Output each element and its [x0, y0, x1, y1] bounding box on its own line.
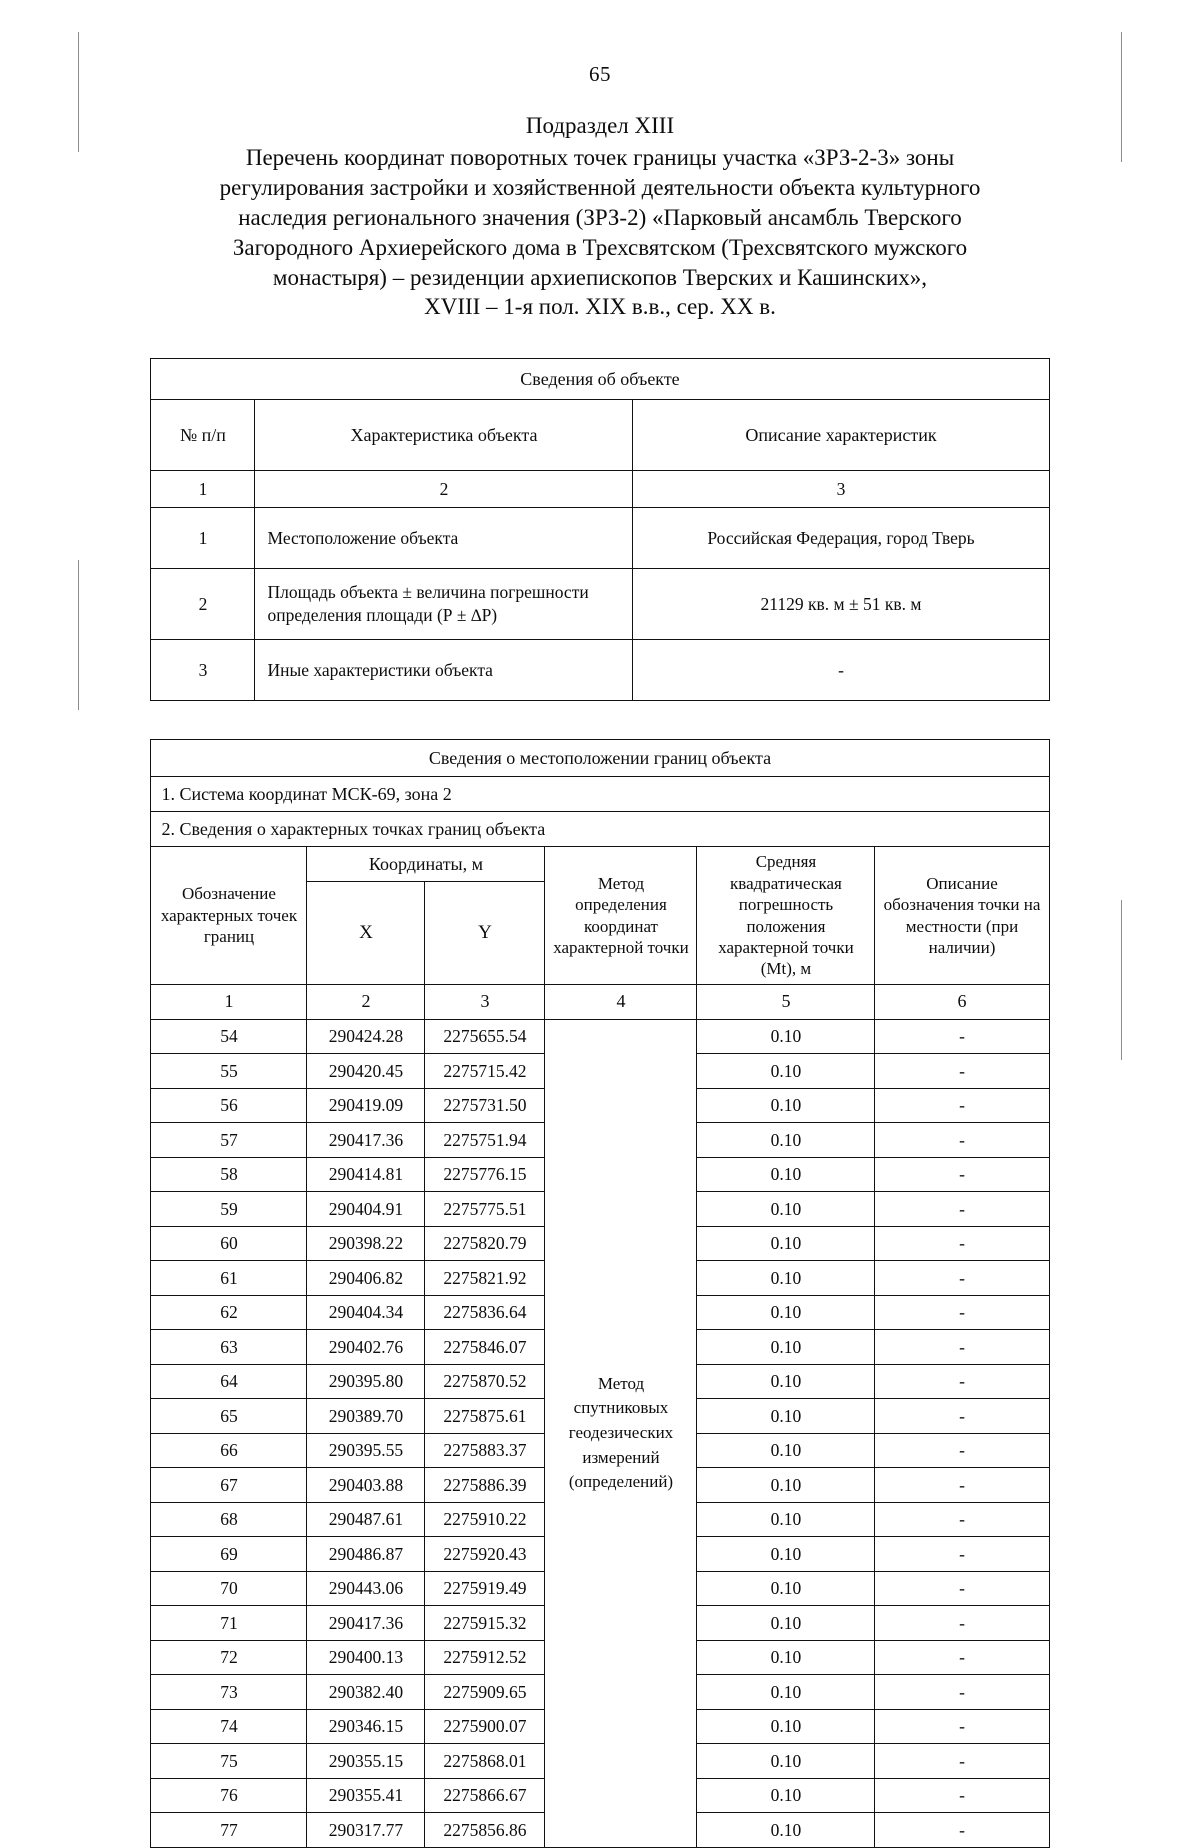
point-description: - — [875, 1330, 1049, 1365]
object-row-characteristic — [255, 569, 633, 640]
point-no: 70 — [151, 1571, 307, 1606]
method-line: измерений — [582, 1447, 660, 1467]
point-no: 59 — [151, 1192, 307, 1227]
point-no: 67 — [151, 1468, 307, 1503]
point-y: 2275715.42 — [425, 1054, 545, 1089]
point-mt: 0.10 — [697, 1675, 875, 1710]
point-y: 2275920.43 — [425, 1537, 545, 1572]
point-mt: 0.10 — [697, 1088, 875, 1123]
table-column-number-row — [151, 984, 1049, 1019]
table-row — [151, 508, 1049, 569]
point-no: 60 — [151, 1226, 307, 1261]
point-description: - — [875, 1157, 1049, 1192]
point-x: 290389.70 — [307, 1399, 425, 1434]
point-mt: 0.10 — [697, 1123, 875, 1158]
points-info-note: 2. Сведения о характерных точках границ объекта — [151, 812, 1049, 847]
point-no: 75 — [151, 1744, 307, 1779]
point-no: 55 — [151, 1054, 307, 1089]
point-no: 69 — [151, 1537, 307, 1572]
table-header-row-top — [151, 847, 1049, 882]
point-y: 2275919.49 — [425, 1571, 545, 1606]
point-x: 290419.09 — [307, 1088, 425, 1123]
point-y: 2275731.50 — [425, 1088, 545, 1123]
table-row — [151, 569, 1049, 640]
object-table-banner: Сведения об объекте — [151, 359, 1049, 400]
point-description: - — [875, 1813, 1049, 1848]
point-mt: 0.10 — [697, 1192, 875, 1227]
point-mt: 0.10 — [697, 1571, 875, 1606]
table-row — [151, 640, 1049, 701]
point-x: 290417.36 — [307, 1606, 425, 1641]
point-y: 2275883.37 — [425, 1433, 545, 1468]
title-line-1: Перечень координат поворотных точек границы участка «ЗРЗ-2-3» зоны — [245, 145, 955, 170]
point-mt: 0.10 — [697, 1019, 875, 1054]
boundary-colnum-3: 3 — [425, 984, 545, 1019]
point-description: - — [875, 1606, 1049, 1641]
point-mt: 0.10 — [697, 1261, 875, 1296]
point-y: 2275846.07 — [425, 1330, 545, 1365]
point-mt: 0.10 — [697, 1640, 875, 1675]
point-mt: 0.10 — [697, 1399, 875, 1434]
point-description: - — [875, 1226, 1049, 1261]
title-line-3: наследия регионального значения (ЗРЗ-2) «Парковый ансамбль Тверского — [238, 204, 962, 230]
point-mt: 0.10 — [697, 1606, 875, 1641]
point-x: 290414.81 — [307, 1157, 425, 1192]
point-y: 2275912.52 — [425, 1640, 545, 1675]
method-line: геодезических — [568, 1422, 674, 1442]
point-description: - — [875, 1571, 1049, 1606]
point-no: 56 — [151, 1088, 307, 1123]
point-mt: 0.10 — [697, 1709, 875, 1744]
point-x: 290402.76 — [307, 1330, 425, 1365]
table-column-number-row — [151, 471, 1049, 508]
page-edge-mark-right-top — [1121, 32, 1122, 162]
point-y: 2275820.79 — [425, 1226, 545, 1261]
point-x: 290317.77 — [307, 1813, 425, 1848]
point-y: 2275751.94 — [425, 1123, 545, 1158]
object-row-characteristic — [255, 508, 633, 569]
point-description: - — [875, 1261, 1049, 1296]
point-x: 290404.91 — [307, 1192, 425, 1227]
point-no: 63 — [151, 1330, 307, 1365]
point-mt: 0.10 — [697, 1778, 875, 1813]
page-edge-mark-left-top — [78, 32, 79, 152]
point-y: 2275875.61 — [425, 1399, 545, 1434]
point-description: - — [875, 1502, 1049, 1537]
boundary-header-y: Y — [425, 882, 545, 984]
point-description: - — [875, 1468, 1049, 1503]
point-x: 290424.28 — [307, 1019, 425, 1054]
object-info-table — [150, 358, 1049, 701]
point-y: 2275909.65 — [425, 1675, 545, 1710]
point-x: 290395.55 — [307, 1433, 425, 1468]
point-mt: 0.10 — [697, 1054, 875, 1089]
point-mt: 0.10 — [697, 1744, 875, 1779]
object-row-characteristic-line: Иные характеристики объекта — [267, 659, 493, 680]
point-mt: 0.10 — [697, 1295, 875, 1330]
object-row-description: - — [633, 640, 1049, 701]
coordinate-system-note: 1. Система координат МСК-69, зона 2 — [151, 777, 1049, 812]
document-title — [96, 143, 1104, 322]
point-description: - — [875, 1054, 1049, 1089]
object-colnum-1: 1 — [151, 471, 255, 508]
point-description: - — [875, 1433, 1049, 1468]
point-mt: 0.10 — [697, 1433, 875, 1468]
point-x: 290406.82 — [307, 1261, 425, 1296]
point-x: 290346.15 — [307, 1709, 425, 1744]
page-edge-mark-left-middle — [78, 560, 79, 710]
boundary-colnum-4: 4 — [545, 984, 697, 1019]
point-y: 2275886.39 — [425, 1468, 545, 1503]
title-block — [0, 113, 1200, 322]
object-colnum-2: 2 — [255, 471, 633, 508]
page-edge-mark-right-middle — [1121, 900, 1122, 1060]
object-header-description: Описание характеристик — [633, 400, 1049, 471]
point-no: 64 — [151, 1364, 307, 1399]
point-no: 57 — [151, 1123, 307, 1158]
method-line: (определений) — [568, 1472, 674, 1492]
title-line-5: монастыря) – резиденции архиепископов Тверских и Кашинских», — [272, 264, 928, 290]
point-mt: 0.10 — [697, 1157, 875, 1192]
point-x: 290420.45 — [307, 1054, 425, 1089]
point-y: 2275866.67 — [425, 1778, 545, 1813]
boundary-colnum-2: 2 — [307, 984, 425, 1019]
object-row-no: 1 — [151, 508, 255, 569]
point-no: 77 — [151, 1813, 307, 1848]
point-y: 2275821.92 — [425, 1261, 545, 1296]
boundary-colnum-5: 5 — [697, 984, 875, 1019]
point-no: 71 — [151, 1606, 307, 1641]
boundary-header-designation: Обозначение характерных точек границ — [151, 847, 307, 984]
point-no: 72 — [151, 1640, 307, 1675]
object-row-characteristic-line: Площадь объекта ± величина погрешности — [267, 581, 589, 602]
point-x: 290398.22 — [307, 1226, 425, 1261]
point-no: 62 — [151, 1295, 307, 1330]
point-x: 290395.80 — [307, 1364, 425, 1399]
boundary-points-table — [150, 739, 1049, 1847]
object-header-no: № п/п — [151, 400, 255, 471]
point-description: - — [875, 1778, 1049, 1813]
method-line: Метод — [597, 1373, 645, 1393]
point-description: - — [875, 1295, 1049, 1330]
point-no: 54 — [151, 1019, 307, 1054]
boundary-colnum-1: 1 — [151, 984, 307, 1019]
point-x: 290400.13 — [307, 1640, 425, 1675]
point-description: - — [875, 1675, 1049, 1710]
boundary-header-x: X — [307, 882, 425, 984]
object-colnum-3: 3 — [633, 471, 1049, 508]
table-row — [151, 1019, 1049, 1054]
point-x: 290443.06 — [307, 1571, 425, 1606]
point-y: 2275900.07 — [425, 1709, 545, 1744]
point-mt: 0.10 — [697, 1226, 875, 1261]
point-y: 2275776.15 — [425, 1157, 545, 1192]
point-mt: 0.10 — [697, 1813, 875, 1848]
point-description: - — [875, 1537, 1049, 1572]
point-y: 2275868.01 — [425, 1744, 545, 1779]
table-header-row — [151, 400, 1049, 471]
method-line: спутниковых — [573, 1398, 669, 1418]
table-note-row — [151, 812, 1049, 847]
point-mt: 0.10 — [697, 1468, 875, 1503]
point-no: 65 — [151, 1399, 307, 1434]
point-y: 2275856.86 — [425, 1813, 545, 1848]
point-no: 68 — [151, 1502, 307, 1537]
point-x: 290403.88 — [307, 1468, 425, 1503]
subsection-label: Подраздел XIII — [525, 113, 675, 138]
point-description: - — [875, 1364, 1049, 1399]
boundary-header-mse: Средняя квадратическая погрешность положения характерной точки (Мt), м — [697, 847, 875, 984]
point-no: 66 — [151, 1433, 307, 1468]
point-description: - — [875, 1640, 1049, 1675]
point-x: 290487.61 — [307, 1502, 425, 1537]
point-x: 290404.34 — [307, 1295, 425, 1330]
boundary-header-point-description: Описание обозначения точки на местности (при наличии) — [875, 847, 1049, 984]
table-banner-row — [151, 359, 1049, 400]
boundary-colnum-6: 6 — [875, 984, 1049, 1019]
point-no: 58 — [151, 1157, 307, 1192]
boundary-header-method: Метод определения координат характерной точки — [545, 847, 697, 984]
method-cell — [545, 1019, 697, 1847]
point-no: 76 — [151, 1778, 307, 1813]
table-note-row — [151, 777, 1049, 812]
point-no: 74 — [151, 1709, 307, 1744]
point-description: - — [875, 1088, 1049, 1123]
point-description: - — [875, 1709, 1049, 1744]
point-y: 2275775.51 — [425, 1192, 545, 1227]
title-line-2: регулирования застройки и хозяйственной деятельности объекта культурного — [219, 174, 981, 200]
title-line-4: Загородного Архиерейского дома в Трехсвятском (Трехсвятского мужского — [232, 234, 968, 260]
page-number: 65 — [589, 62, 611, 86]
point-y: 2275915.32 — [425, 1606, 545, 1641]
object-row-no: 2 — [151, 569, 255, 640]
point-mt: 0.10 — [697, 1364, 875, 1399]
object-row-characteristic-line: Местоположение объекта — [267, 527, 459, 548]
boundary-header-coordinates-group: Координаты, м — [307, 847, 545, 882]
object-row-description: Российская Федерация, город Тверь — [633, 508, 1049, 569]
title-line-6: XVIII – 1-я пол. XIX в.в., сер. XX в. — [424, 294, 776, 320]
point-description: - — [875, 1019, 1049, 1054]
boundary-table-banner: Сведения о местоположении границ объекта — [151, 740, 1049, 777]
point-description: - — [875, 1399, 1049, 1434]
point-y: 2275836.64 — [425, 1295, 545, 1330]
point-y: 2275655.54 — [425, 1019, 545, 1054]
point-x: 290355.15 — [307, 1744, 425, 1779]
object-row-characteristic-line: определения площади (Р ± ∆Р) — [267, 605, 498, 626]
point-y: 2275910.22 — [425, 1502, 545, 1537]
object-row-no: 3 — [151, 640, 255, 701]
point-mt: 0.10 — [697, 1330, 875, 1365]
point-x: 290355.41 — [307, 1778, 425, 1813]
object-row-characteristic — [255, 640, 633, 701]
point-y: 2275870.52 — [425, 1364, 545, 1399]
point-description: - — [875, 1123, 1049, 1158]
point-x: 290486.87 — [307, 1537, 425, 1572]
point-x: 290417.36 — [307, 1123, 425, 1158]
point-no: 73 — [151, 1675, 307, 1710]
point-mt: 0.10 — [697, 1537, 875, 1572]
point-no: 61 — [151, 1261, 307, 1296]
point-x: 290382.40 — [307, 1675, 425, 1710]
point-mt: 0.10 — [697, 1502, 875, 1537]
point-description: - — [875, 1192, 1049, 1227]
object-header-characteristic: Характеристика объекта — [255, 400, 633, 471]
object-row-description: 21129 кв. м ± 51 кв. м — [633, 569, 1049, 640]
table-banner-row — [151, 740, 1049, 777]
point-description: - — [875, 1744, 1049, 1779]
